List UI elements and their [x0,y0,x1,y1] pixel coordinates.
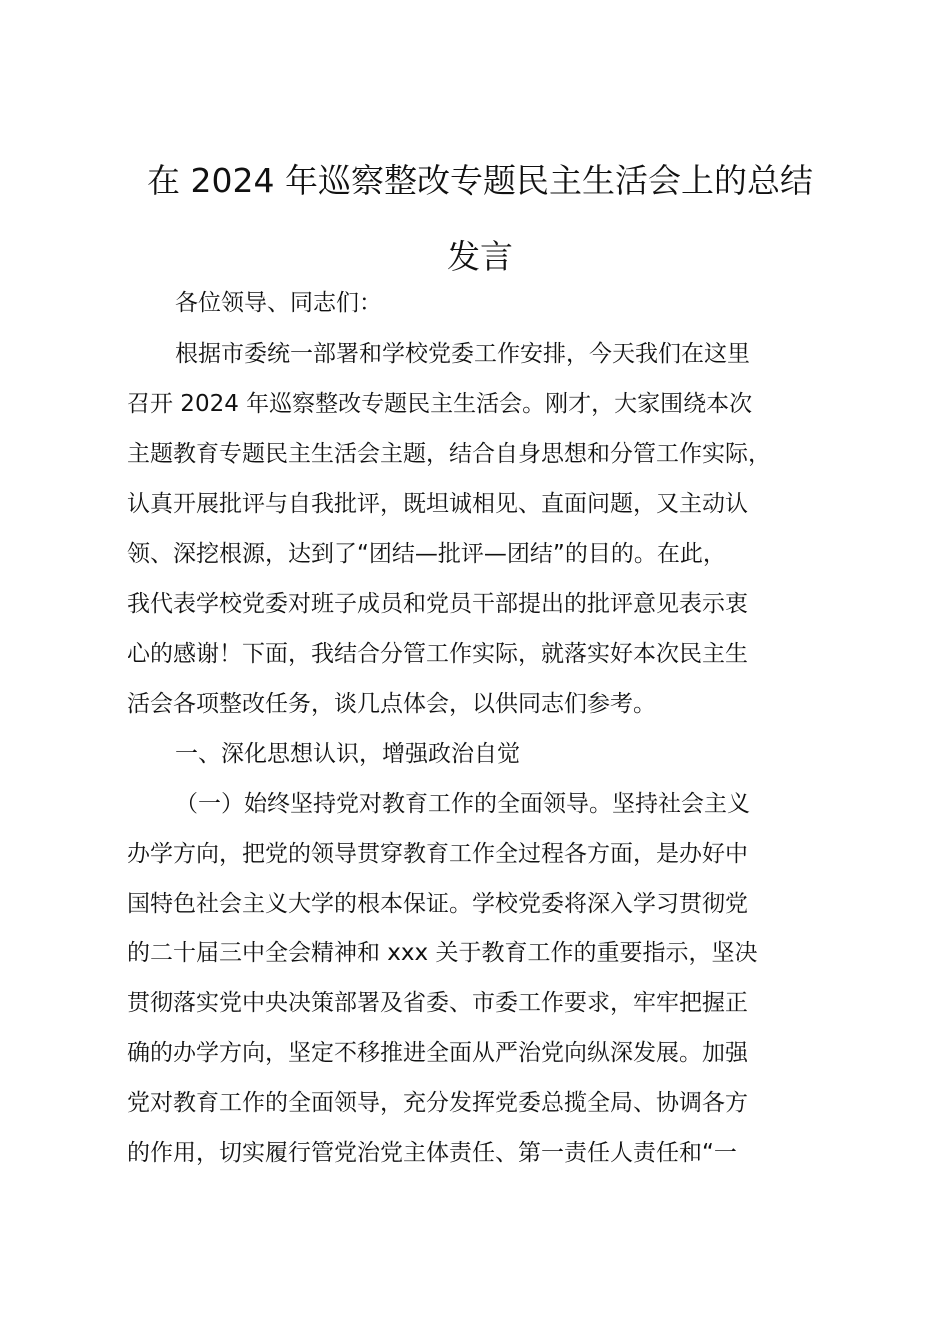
salutation: 各位领导、同志们： [175,290,382,316]
paragraph-1-line-7: 心的感谢！下面，我结合分管工作实际，就落实好本次民主生 [127,641,748,667]
paragraph-1-line-1: 根据市委统一部署和学校党委工作安排，今天我们在这里 [175,341,750,367]
paragraph-2-line-5: 贯彻落实党中央决策部署及省委、市委工作要求，牢牢把握正 [127,990,748,1016]
paragraph-2-line-4: 的二十届三中全会精神和 xxx 关于教育工作的重要指示，坚决 [127,940,758,966]
paragraph-1-line-8: 活会各项整改任务，谈几点体会，以供同志们参考。 [127,691,656,717]
paragraph-1-line-2: 召开 2024 年巡察整改专题民主生活会。刚才，大家围绕本次 [127,391,753,417]
paragraph-1-line-3: 主题教育专题民主生活会主题，结合自身思想和分管工作实际， [127,441,771,467]
paragraph-1-line-4: 认真开展批评与自我批评，既坦诚相见、直面问题，又主动认 [127,491,748,517]
paragraph-2-line-2: 办学方向，把党的领导贯穿教育工作全过程各方面，是办好中 [127,841,748,867]
section-heading-1: 一、深化思想认识，增强政治自觉 [175,741,520,767]
paragraph-2-line-1: （一）始终坚持党对教育工作的全面领导。坚持社会主义 [175,791,750,817]
document-title-line-1: 在 2024 年巡察整改专题民主生活会上的总结 [147,161,813,200]
paragraph-2-line-7: 党对教育工作的全面领导，充分发挥党委总揽全局、协调各方 [127,1090,748,1116]
paragraph-1-line-5: 领、深挖根源，达到了“团结—批评—团结”的目的。在此， [127,541,726,567]
paragraph-2-line-8: 的作用，切实履行管党治党主体责任、第一责任人责任和“一 [127,1140,737,1166]
paragraph-2-line-6: 确的办学方向，坚定不移推进全面从严治党向纵深发展。加强 [127,1040,748,1066]
paragraph-1-line-6: 我代表学校党委对班子成员和党员干部提出的批评意见表示衷 [127,591,748,617]
document-title-line-2: 发言 [447,237,513,276]
paragraph-2-line-3: 国特色社会主义大学的根本保证。学校党委将深入学习贯彻党 [127,891,748,917]
